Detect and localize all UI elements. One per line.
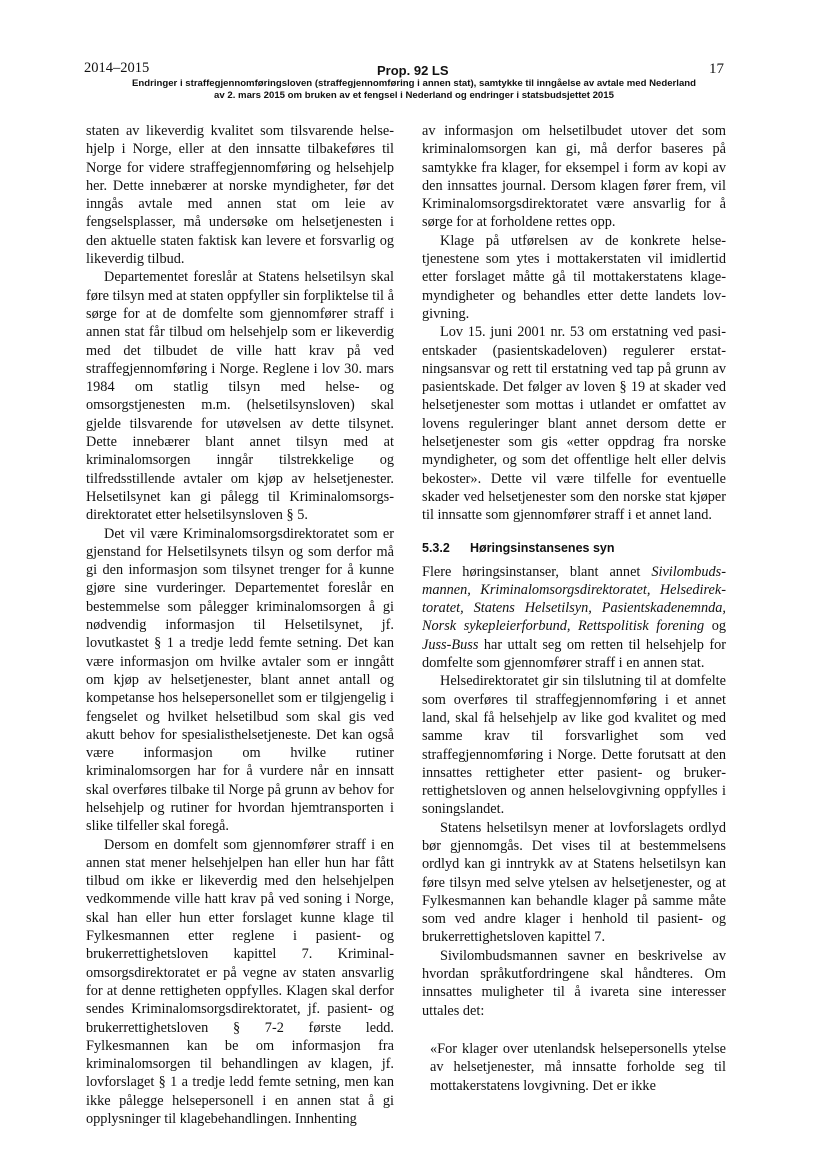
subtitle-line-2: av 2. mars 2015 om bruken av et fengsel i Nederland og endringer i statsbudsjettet 2015 [214,90,614,101]
section-heading [422,539,726,557]
paragraph-text: og [704,618,727,635]
paragraph: Sivilombudsmannen savner en beskrivelse av hvordan språkutfordringene skal håndteres. Om innsattes muligheter til å ivareta sine interesser uttales det: [422,947,726,1019]
paragraph: av informasjon om helsetilbudet utover det som kriminalomsorgen kan gi, må derfor baseres på samtykke fra klager, for eksempel i form av kopi av den innsattes journal. Dersom klagen fører frem, vil Kriminalomsorgsdirektoratet være ansvarlig for å sørge for at forholdene rettes opp. [422,123,726,231]
paragraph [422,563,726,673]
paragraph: Klage på utførelsen av de konkrete helsetjenestene som ytes i mottakerstaten vil imidlertid etter forslaget måtte gå til mottakerstatens klagemyndigheter og behandles etter dette landets lovgivning. [422,232,726,322]
session-years: 2014–2015 [84,60,150,76]
proposition-number: Prop. 92 LS [377,63,449,78]
paragraph: staten av likeverdig kvalitet som tilsvarende helsehjelp i Norge, eller at den innsatte tilbakeføres til Norge for videre straffegjennomføring og helsehjelp her. Dette innebærer at norske myndigheter, før det inngås avtale med annen stat om leie av fengselsplasser, må undersøke om helsetjenesten i den aktuelle staten faktisk kan levere et forsvarlig og likeverdig tilbud. [86,123,394,268]
section-title: Høringsinstansenes syn [470,540,615,555]
left-column [86,122,394,1128]
organization-list: Sivilombudsmannen, Kriminalomsorgsdirektoratet, Helsedirektoratet, Statens Helsetilsyn, Pasientskadenemnda, Norsk sykepleierforbund, Rettspolitisk forening [422,563,726,635]
page-number: 17 [709,61,724,77]
organization-name: Juss-Buss [422,636,479,653]
section-number: 5.3.2 [422,540,450,555]
block-quote: «For klager over utenlandsk helsepersonells ytelse av helsetjenester, må innsatte forholde seg til mottakerstatens lovgivning. Det er ikke [430,1040,726,1094]
paragraph: Det vil være Kriminalomsorgsdirektoratet som er gjenstand for Helsetilsynets tilsyn og som derfor må gi den informasjon som tilsynet trenger for å kunne gjøre sine vurderinger. Departementet foreslår en bestemmelse som pålegger kriminalomsorgen å gi nødvendig informasjon til Helsetilsynet, jf. lovutkastet § 1 a tredje ledd femte setning. Det kan være informasjon om hvilke avtaler som er inngått om kjøp av helsetjenester, blant annet antall og kompetanse hos helsepersonellet som er tilgjengelig i fengselet og hvilket helsetilbud som skal gis ved akutt behov for spesialisthelsetjeneste. Det kan også være informasjon om hvilke rutiner kriminalomsorgen har for å vurdere når en innsatt skal overføres tilbake til Norge på grunn av behov for helsehjelp og rutiner for hvordan hjemtransporten i slike tilfeller skal foregå. [86,525,394,835]
subtitle-line-1: Endringer i straffegjennomføringsloven (straffegjennomføring i annen stat), samtykke til inngåelse av avtale med Nederland [131,78,697,89]
paragraph-text: har uttalt seg om retten til helsehjelp for domfelte som gjennomfører straff i en annen stat. [422,636,726,672]
right-column [422,122,726,1095]
paragraph: Helsedirektoratet gir sin tilslutning til at domfelte som overføres til straffegjennomføring i et annet land, skal få helsehjelp av like god kvalitet og med samme krav til forsvarlighet som ved straffegjennomføring i Norge. Dette forutsatt at den innsattes rettigheter etter pasient- og brukerrettighetsloven og annen helselovgivning oppfylles i soningslandet. [422,673,726,818]
document-subtitle [0,78,828,102]
paragraph: Dersom en domfelt som gjennomfører straff i en annen stat mener helsehjelpen han eller hun har fått tilbud om ikke er likeverdig med den helsehjelpen vedkommende ville hatt krav på ved soning i Norge, skal han eller hun etter forslaget kunne klage til Fylkesmannen etter reglene i pasient- og brukerrettighetsloven kapittel 7. Kriminalomsorgsdirektoratet er på vegne av staten ansvarlig for at denne rettigheten oppfylles. Klagen skal derfor sendes Kriminalomsorgsdirektoratet, jf. pasient- og brukerrettighetsloven § 7-2 første ledd. Fylkesmannen kan be om informasjon fra kriminalomsorgen til behandlingen av klagen, jf. lovforslaget § 1 a tredje ledd femte setning, men kan ikke pålegge helsepersonell i en annen stat å gi opplysninger til klagebehandlingen. Innhenting [86,836,394,1128]
paragraph: Departementet foreslår at Statens helsetilsyn skal føre tilsyn med at staten oppfyller sin forpliktelse til å sørge for at de domfelte som gjennomfører straff i annen stat får tilbud om helsehjelp som er likeverdig med det tilbudet de ville hatt krav på ved straffegjennomføring i Norge. Reglene i lov 30. mars 1984 om statlig tilsyn med helse- og omsorgstjenesten m.m. (helsetilsynsloven) skal gjelde tilsvarende for utøvelsen av dette tilsynet. Dette innebærer blant annet tilsyn med at kriminalomsorgen inngår tilstrekkelige og tilfredsstillende avtaler om kjøp av helsetjenester. Helsetilsynet kan gi pålegg til Kriminalomsorgsdirektoratet etter helsetilsynsloven § 5. [86,269,394,524]
paragraph-text: Flere høringsinstanser, blant annet [422,563,652,580]
paragraph: Statens helsetilsyn mener at lovforslagets ordlyd bør gjennomgås. Det vises til at bestemmelsens ordlyd kan gi inntrykk av at Statens helsetilsyn kan føre tilsyn med selve ytelsen av helsetjenester, og at Fylkesmannen kan behandle klager på samme måte som ved andre klager i henhold til pasient- og brukerrettighetsloven kapittel 7. [422,819,726,946]
paragraph: Lov 15. juni 2001 nr. 53 om erstatning ved pasientskader (pasientskadeloven) regulerer erstatningsansvar og rett til erstatning ved tap på grunn av pasientskade. Det følger av loven § 19 at skader ved helsetjenester som mottas i utlandet er omfattet av lovens reguleringer blant annet dersom dette er helsetjenester som gis «etter oppdrag fra norske myndigheter, og som det offentlige helt eller delvis bekoster». Dette vil være tilfelle for eventuelle skader ved helsetjenester som den norske stat kjøper til innsatte som gjennomfører straff i et annet land. [422,324,726,524]
